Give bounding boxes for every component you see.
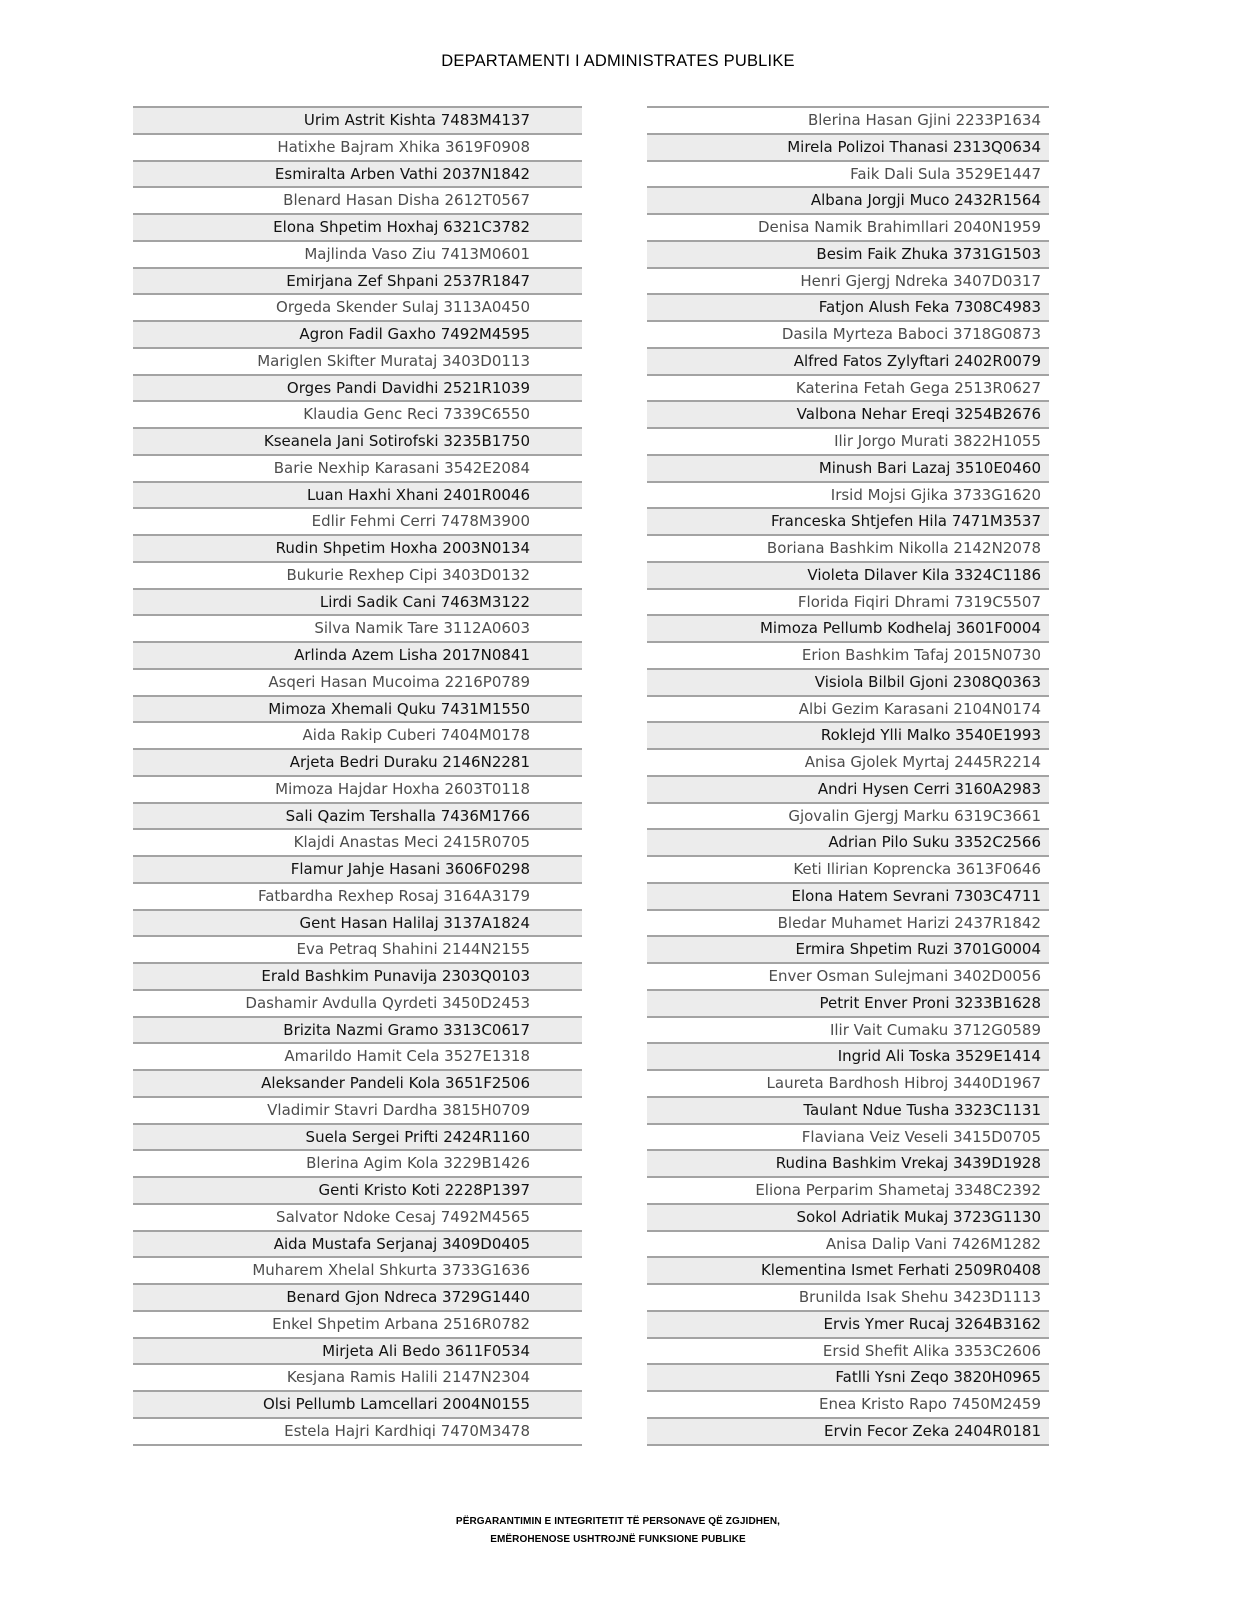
list-item: Brizita Nazmi Gramo 3313C0617 [133,1016,582,1043]
list-item: Bledar Muhamet Harizi 2437R1842 [647,909,1049,936]
list-item: Arjeta Bedri Duraku 2146N2281 [133,748,582,775]
list-item: Genti Kristo Koti 2228P1397 [133,1176,582,1203]
list-item: Erion Bashkim Tafaj 2015N0730 [647,641,1049,668]
list-item: Majlinda Vaso Ziu 7413M0601 [133,240,582,267]
list-item: Petrit Enver Proni 3233B1628 [647,989,1049,1016]
list-item: Visiola Bilbil Gjoni 2308Q0363 [647,668,1049,695]
list-item: Mimoza Xhemali Quku 7431M1550 [133,695,582,722]
list-item: Elona Hatem Sevrani 7303C4711 [647,882,1049,909]
list-item: Suela Sergei Prifti 2424R1160 [133,1123,582,1150]
list-item: Kesjana Ramis Halili 2147N2304 [133,1363,582,1390]
list-item: Taulant Ndue Tusha 3323C1131 [647,1096,1049,1123]
list-item: Blerina Agim Kola 3229B1426 [133,1149,582,1176]
list-item: Gent Hasan Halilaj 3137A1824 [133,909,582,936]
list-item: Albi Gezim Karasani 2104N0174 [647,695,1049,722]
list-item: Erald Bashkim Punavija 2303Q0103 [133,962,582,989]
list-item: Enver Osman Sulejmani 3402D0056 [647,962,1049,989]
list-item: Urim Astrit Kishta 7483M4137 [133,106,582,133]
list-item: Sali Qazim Tershalla 7436M1766 [133,802,582,829]
list-item: Rudin Shpetim Hoxha 2003N0134 [133,534,582,561]
list-item: Salvator Ndoke Cesaj 7492M4565 [133,1203,582,1230]
list-item: Aida Mustafa Serjanaj 3409D0405 [133,1230,582,1257]
list-item: Emirjana Zef Shpani 2537R1847 [133,267,582,294]
list-item: Adrian Pilo Suku 3352C2566 [647,828,1049,855]
list-item: Benard Gjon Ndreca 3729G1440 [133,1283,582,1310]
list-item: Estela Hajri Kardhiqi 7470M3478 [133,1417,582,1444]
list-item: Aleksander Pandeli Kola 3651F2506 [133,1069,582,1096]
left-name-list [133,106,582,1446]
list-item: Aida Rakip Cuberi 7404M0178 [133,721,582,748]
list-item: Eva Petraq Shahini 2144N2155 [133,935,582,962]
list-item: Brunilda Isak Shehu 3423D1113 [647,1283,1049,1310]
list-item: Valbona Nehar Ereqi 3254B2676 [647,400,1049,427]
list-item: Mimoza Hajdar Hoxha 2603T0118 [133,775,582,802]
list-item: Dashamir Avdulla Qyrdeti 3450D2453 [133,989,582,1016]
list-item: Enea Kristo Rapo 7450M2459 [647,1390,1049,1417]
list-item: Mimoza Pellumb Kodhelaj 3601F0004 [647,614,1049,641]
list-item: Fatjon Alush Feka 7308C4983 [647,293,1049,320]
list-item: Laureta Bardhosh Hibroj 3440D1967 [647,1069,1049,1096]
list-item: Silva Namik Tare 3112A0603 [133,614,582,641]
list-item: Mariglen Skifter Murataj 3403D0113 [133,347,582,374]
list-item: Enkel Shpetim Arbana 2516R0782 [133,1310,582,1337]
list-item: Rudina Bashkim Vrekaj 3439D1928 [647,1149,1049,1176]
list-item: Edlir Fehmi Cerri 7478M3900 [133,507,582,534]
list-item: Mirjeta Ali Bedo 3611F0534 [133,1337,582,1364]
list-item: Blerina Hasan Gjini 2233P1634 [647,106,1049,133]
list-item: Anisa Gjolek Myrtaj 2445R2214 [647,748,1049,775]
list-item: Ilir Vait Cumaku 3712G0589 [647,1016,1049,1043]
list-bottom-rule [647,1444,1049,1446]
list-item: Bukurie Rexhep Cipi 3403D0132 [133,561,582,588]
list-item: Faik Dali Sula 3529E1447 [647,160,1049,187]
list-item: Luan Haxhi Xhani 2401R0046 [133,481,582,508]
right-name-list [647,106,1049,1446]
list-item: Amarildo Hamit Cela 3527E1318 [133,1042,582,1069]
list-bottom-rule [133,1444,582,1446]
list-item: Florida Fiqiri Dhrami 7319C5507 [647,588,1049,615]
list-item: Barie Nexhip Karasani 3542E2084 [133,454,582,481]
list-item: Arlinda Azem Lisha 2017N0841 [133,641,582,668]
list-item: Besim Faik Zhuka 3731G1503 [647,240,1049,267]
list-item: Roklejd Ylli Malko 3540E1993 [647,721,1049,748]
list-item: Ermira Shpetim Ruzi 3701G0004 [647,935,1049,962]
list-item: Fatlli Ysni Zeqo 3820H0965 [647,1363,1049,1390]
list-item: Violeta Dilaver Kila 3324C1186 [647,561,1049,588]
list-item: Gjovalin Gjergj Marku 6319C3661 [647,802,1049,829]
footer-line-1: PËRGARANTIMIN E INTEGRITETIT TË PERSONAVE QË ZGJIDHEN, [455,1516,781,1527]
list-item: Esmiralta Arben Vathi 2037N1842 [133,160,582,187]
list-item: Henri Gjergj Ndreka 3407D0317 [647,267,1049,294]
list-item: Elona Shpetim Hoxhaj 6321C3782 [133,213,582,240]
list-item: Klajdi Anastas Meci 2415R0705 [133,828,582,855]
list-item: Klaudia Genc Reci 7339C6550 [133,400,582,427]
footer [0,1513,1236,1549]
list-item: Alfred Fatos Zylyftari 2402R0079 [647,347,1049,374]
list-item: Mirela Polizoi Thanasi 2313Q0634 [647,133,1049,160]
list-item: Flamur Jahje Hasani 3606F0298 [133,855,582,882]
list-item: Agron Fadil Gaxho 7492M4595 [133,320,582,347]
list-item: Asqeri Hasan Mucoima 2216P0789 [133,668,582,695]
list-item: Ervis Ymer Rucaj 3264B3162 [647,1310,1049,1337]
page-title: DEPARTAMENTI I ADMINISTRATES PUBLIKE [441,52,795,70]
list-item: Albana Jorgji Muco 2432R1564 [647,186,1049,213]
list-item: Ingrid Ali Toska 3529E1414 [647,1042,1049,1069]
list-item: Keti Ilirian Koprencka 3613F0646 [647,855,1049,882]
list-item: Anisa Dalip Vani 7426M1282 [647,1230,1049,1257]
list-item: Muharem Xhelal Shkurta 3733G1636 [133,1256,582,1283]
list-item: Sokol Adriatik Mukaj 3723G1130 [647,1203,1049,1230]
list-item: Dasila Myrteza Baboci 3718G0873 [647,320,1049,347]
list-item: Irsid Mojsi Gjika 3733G1620 [647,481,1049,508]
list-item: Vladimir Stavri Dardha 3815H0709 [133,1096,582,1123]
list-item: Klementina Ismet Ferhati 2509R0408 [647,1256,1049,1283]
list-item: Eliona Perparim Shametaj 3348C2392 [647,1176,1049,1203]
list-item: Kseanela Jani Sotirofski 3235B1750 [133,427,582,454]
list-item: Blenard Hasan Disha 2612T0567 [133,186,582,213]
list-item: Andri Hysen Cerri 3160A2983 [647,775,1049,802]
list-item: Denisa Namik Brahimllari 2040N1959 [647,213,1049,240]
list-item: Hatixhe Bajram Xhika 3619F0908 [133,133,582,160]
list-item: Fatbardha Rexhep Rosaj 3164A3179 [133,882,582,909]
list-item: Ilir Jorgo Murati 3822H1055 [647,427,1049,454]
list-item: Ervin Fecor Zeka 2404R0181 [647,1417,1049,1444]
list-item: Orges Pandi Davidhi 2521R1039 [133,374,582,401]
list-item: Orgeda Skender Sulaj 3113A0450 [133,293,582,320]
list-item: Katerina Fetah Gega 2513R0627 [647,374,1049,401]
footer-line-2: EMËROHENOSE USHTROJNË FUNKSIONE PUBLIKE [490,1534,746,1545]
list-item: Lirdi Sadik Cani 7463M3122 [133,588,582,615]
list-item: Minush Bari Lazaj 3510E0460 [647,454,1049,481]
list-item: Olsi Pellumb Lamcellari 2004N0155 [133,1390,582,1417]
list-item: Flaviana Veiz Veseli 3415D0705 [647,1123,1049,1150]
list-item: Ersid Shefit Alika 3353C2606 [647,1337,1049,1364]
list-item: Boriana Bashkim Nikolla 2142N2078 [647,534,1049,561]
list-item: Franceska Shtjefen Hila 7471M3537 [647,507,1049,534]
